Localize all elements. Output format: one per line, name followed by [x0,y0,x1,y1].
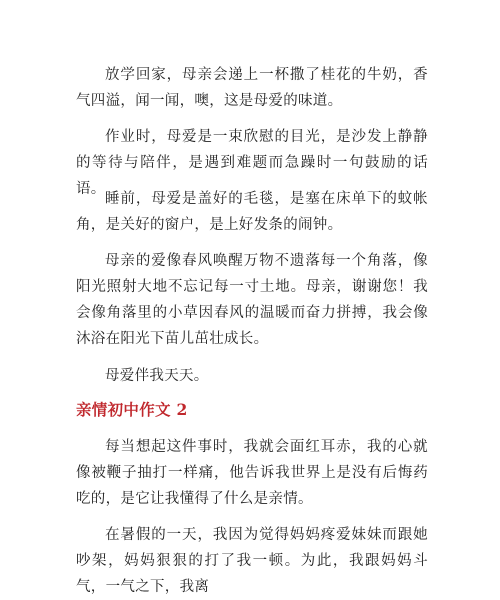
paragraph-3: 睡前，母爱是盖好的毛毯，是塞在床单下的蚊帐角，是关好的窗户，是上好发条的闹钟。 [76,191,428,233]
paragraph-4: 母亲的爱像春风唤醒万物不遗落每一个角落，像阳光照射大地不忘记每一寸土地。母亲，谢谢您！我会像角落里的小草因春风的温暖而奋力拼搏，我会像沐浴在阳光下苗儿茁壮成长。 [76,253,428,347]
paragraph-5: 母爱伴我天天。 [105,368,209,384]
paragraph-7: 在暑假的一天，我因为觉得妈妈疼爱妹妹而跟她吵架，妈妈狠狠的打了我一顿。为此，我跟妈妈斗气，一气之下，我离 [76,527,428,595]
section-heading: 亲情初中作文 2 [76,400,188,419]
paragraph-2: 作业时，母爱是一束欣慰的目光，是沙发上静静的等待与陪伴，是遇到难题而急躁时一句鼓励的话语。 [76,129,428,197]
paragraph-1: 放学回家，母亲会递上一杯撒了桂花的牛奶，香气四溢，闻一闻，噢，这是母爱的味道。 [76,67,428,109]
paragraph-6: 每当想起这件事时，我就会面红耳赤，我的心就像被鞭子抽打一样痛，他告诉我世界上是没有后悔药吃的，是它让我懂得了什么是亲情。 [76,439,428,507]
